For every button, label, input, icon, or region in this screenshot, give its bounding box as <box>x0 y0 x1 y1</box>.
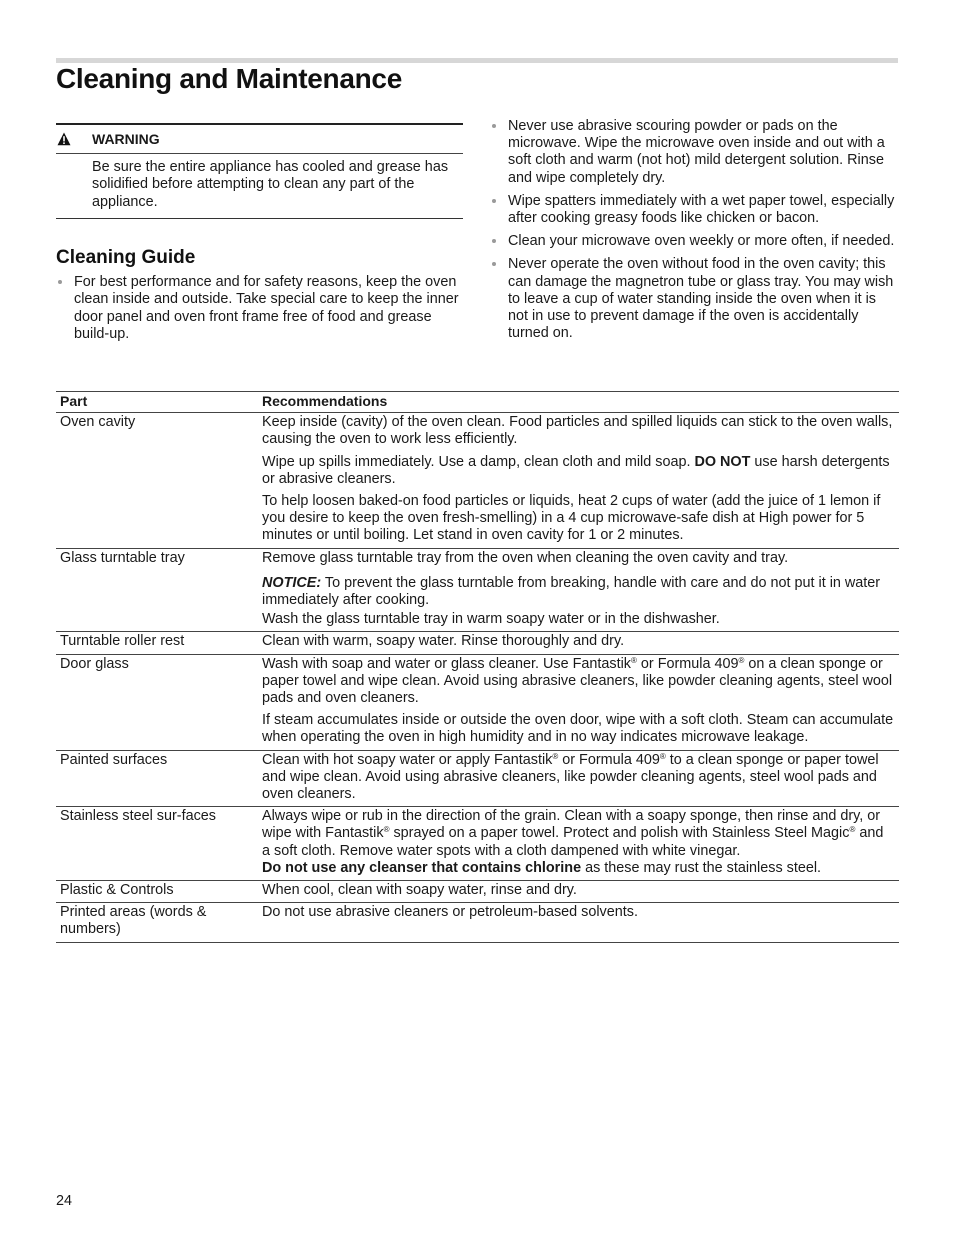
warning-header <box>56 125 463 154</box>
table-row <box>56 881 899 903</box>
registered-mark: ® <box>552 751 559 761</box>
cleaning-table <box>56 391 899 943</box>
registered-mark: ® <box>849 825 856 835</box>
list-item <box>490 233 898 250</box>
left-column <box>56 123 463 349</box>
recommendation-text: Wash the glass turntable tray in warm soapy water or in the dishwasher. <box>262 611 720 628</box>
text-segment: sprayed on a paper towel. Protect and polish with Stainless Steel Magic <box>393 825 850 842</box>
recommendation-text <box>262 656 895 708</box>
table-row <box>56 632 899 654</box>
notice-label: NOTICE: <box>262 574 322 591</box>
table-row <box>56 807 899 881</box>
bullet-dot-icon <box>492 262 496 266</box>
warning-triangle-icon <box>57 132 71 146</box>
text-segment: or Formula 409 <box>562 751 660 768</box>
part-cell: Plastic & Controls <box>56 881 258 903</box>
list-item <box>490 193 898 227</box>
emphasis-text: Do not use any cleanser that contains chlorine <box>262 859 582 876</box>
text-segment: Clean with hot soapy water or apply Fantastik <box>262 751 553 768</box>
recommendation-text: When cool, clean with soapy water, rinse and dry. <box>262 882 577 899</box>
text-segment: on a clean sponge or paper towel and wipe clean. Avoid using abrasive cleaners, like powder cleaning agents, steel wool pads and oven cleaners. <box>262 655 893 707</box>
right-column <box>490 118 898 348</box>
bullet-dot-icon <box>492 124 496 128</box>
bullet-text: Wipe spatters immediately with a wet paper towel, especially after cooking greasy foods like chicken or bacon. <box>508 192 895 227</box>
recommendation-text <box>262 454 895 488</box>
page-title: Cleaning and Maintenance <box>56 63 402 94</box>
bullet-text: For best performance and for safety reasons, keep the oven clean inside and outside. Take special care to keep the inner door panel and oven front frame free of food and grease build-up. <box>74 274 459 342</box>
recommendation-cell <box>258 903 899 942</box>
recommendation-text: To help loosen baked-on food particles or liquids, heat 2 cups of water (add the juice of 1 lemon if you desire to keep the oven fresh-smelling) in a 4 cup microwave-safe dish at High power for 5 minutes or until boiling. Let stand in oven cavity for 1 or 2 minutes. <box>262 493 881 544</box>
bullet-list-right <box>490 118 898 342</box>
column-header-recommendations: Recommendations <box>258 392 899 413</box>
bullet-text: Clean your microwave oven weekly or more often, if needed. <box>508 233 895 250</box>
table-row <box>56 654 899 750</box>
recommendation-cell <box>258 881 899 903</box>
registered-mark: ® <box>659 751 666 761</box>
text-segment: Wash with soap and water or glass cleaner. Use Fantastik <box>262 655 631 672</box>
part-cell: Turntable roller rest <box>56 632 258 654</box>
part-cell: Oven cavity <box>56 413 258 548</box>
page-number: 24 <box>56 1193 73 1209</box>
part-cell: Painted surfaces <box>56 750 258 807</box>
registered-mark: ® <box>383 825 390 835</box>
section-title-cleaning-guide: Cleaning Guide <box>56 247 196 269</box>
warning-text: Be sure the entire appliance has cooled and grease has solidified before attempting to clean any part of the appliance. <box>92 159 449 210</box>
recommendation-text <box>262 808 895 877</box>
recommendation-cell <box>258 548 899 632</box>
bullet-dot-icon <box>492 199 496 203</box>
registered-mark: ® <box>738 655 745 665</box>
recommendation-text: Remove glass turntable tray from the oven when cleaning the oven cavity and tray. <box>262 549 789 566</box>
list-item <box>56 274 463 343</box>
recommendation-text: Do not use abrasive cleaners or petroleum-based solvents. <box>262 904 638 921</box>
text-segment: as these may rust the stainless steel. <box>585 859 822 876</box>
list-item <box>490 256 898 342</box>
emphasis-text: DO NOT <box>694 453 751 470</box>
table-row <box>56 413 899 548</box>
text-segment: To prevent the glass turntable from breaking, handle with care and do not put it in water immediately after cooking. <box>262 574 881 609</box>
text-segment: to a clean sponge or paper towel and wipe clean. Avoid using abrasive cleaners, like powder cleaning agents, steel wool pads and oven cleaners. <box>262 751 879 803</box>
text-segment: Wipe up spills immediately. Use a damp, clean cloth and mild soap. <box>262 453 691 470</box>
text-segment: and a soft cloth. Remove water spots with a cloth dampened with white vinegar. <box>262 825 884 859</box>
recommendation-text: If steam accumulates inside or outside the oven door, wipe with a soft cloth. Steam can accumulate when operating the oven in high humidity and in no way indicates microwave leakage. <box>262 712 894 746</box>
warning-label: WARNING <box>92 131 160 147</box>
recommendation-cell <box>258 807 899 881</box>
recommendation-text <box>262 752 895 804</box>
table-row <box>56 548 899 632</box>
recommendation-cell <box>258 654 899 750</box>
part-cell: Door glass <box>56 654 258 750</box>
registered-mark: ® <box>631 655 637 665</box>
recommendation-text: Clean with warm, soapy water. Rinse thoroughly and dry. <box>262 633 625 650</box>
recommendation-cell <box>258 750 899 807</box>
warning-box <box>56 123 463 219</box>
recommendation-cell <box>258 413 899 548</box>
bullet-text: Never use abrasive scouring powder or pads on the microwave. Wipe the microwave oven inside and out with a soft cloth and warm (not hot) mild detergent solution. Rinse and wipe completely dry. <box>508 118 885 186</box>
bullet-text: Never operate the oven without food in the oven cavity; this can damage the magnetron tube or glass tray. You may wish to leave a cup of water standing inside the oven when it is not in use to prevent damage if the oven is accidentally turned on. <box>508 256 894 342</box>
recommendation-text: Keep inside (cavity) of the oven clean. Food particles and spilled liquids can stick to the oven walls, causing the oven to work less efficiently. <box>262 414 893 448</box>
list-item <box>490 118 898 187</box>
bullet-dot-icon <box>492 239 496 243</box>
table-row <box>56 903 899 942</box>
part-cell: Stainless steel sur-faces <box>56 807 258 881</box>
recommendation-cell <box>258 632 899 654</box>
bullet-list-left <box>56 274 463 343</box>
table-row <box>56 750 899 807</box>
text-segment: or Formula 409 <box>640 655 739 672</box>
bullet-dot-icon <box>58 280 62 284</box>
table-header-row <box>56 392 899 413</box>
column-header-part: Part <box>56 392 258 413</box>
text-segment: use harsh detergents or abrasive cleaners. <box>262 453 890 487</box>
text-segment: Always wipe or rub in the direction of the grain. Clean with a soapy sponge, then rinse and dry, or wipe with Fantastik <box>262 808 881 842</box>
part-cell: Printed areas (words & numbers) <box>56 903 258 942</box>
notice-text <box>262 575 895 609</box>
part-cell: Glass turntable tray <box>56 548 258 632</box>
